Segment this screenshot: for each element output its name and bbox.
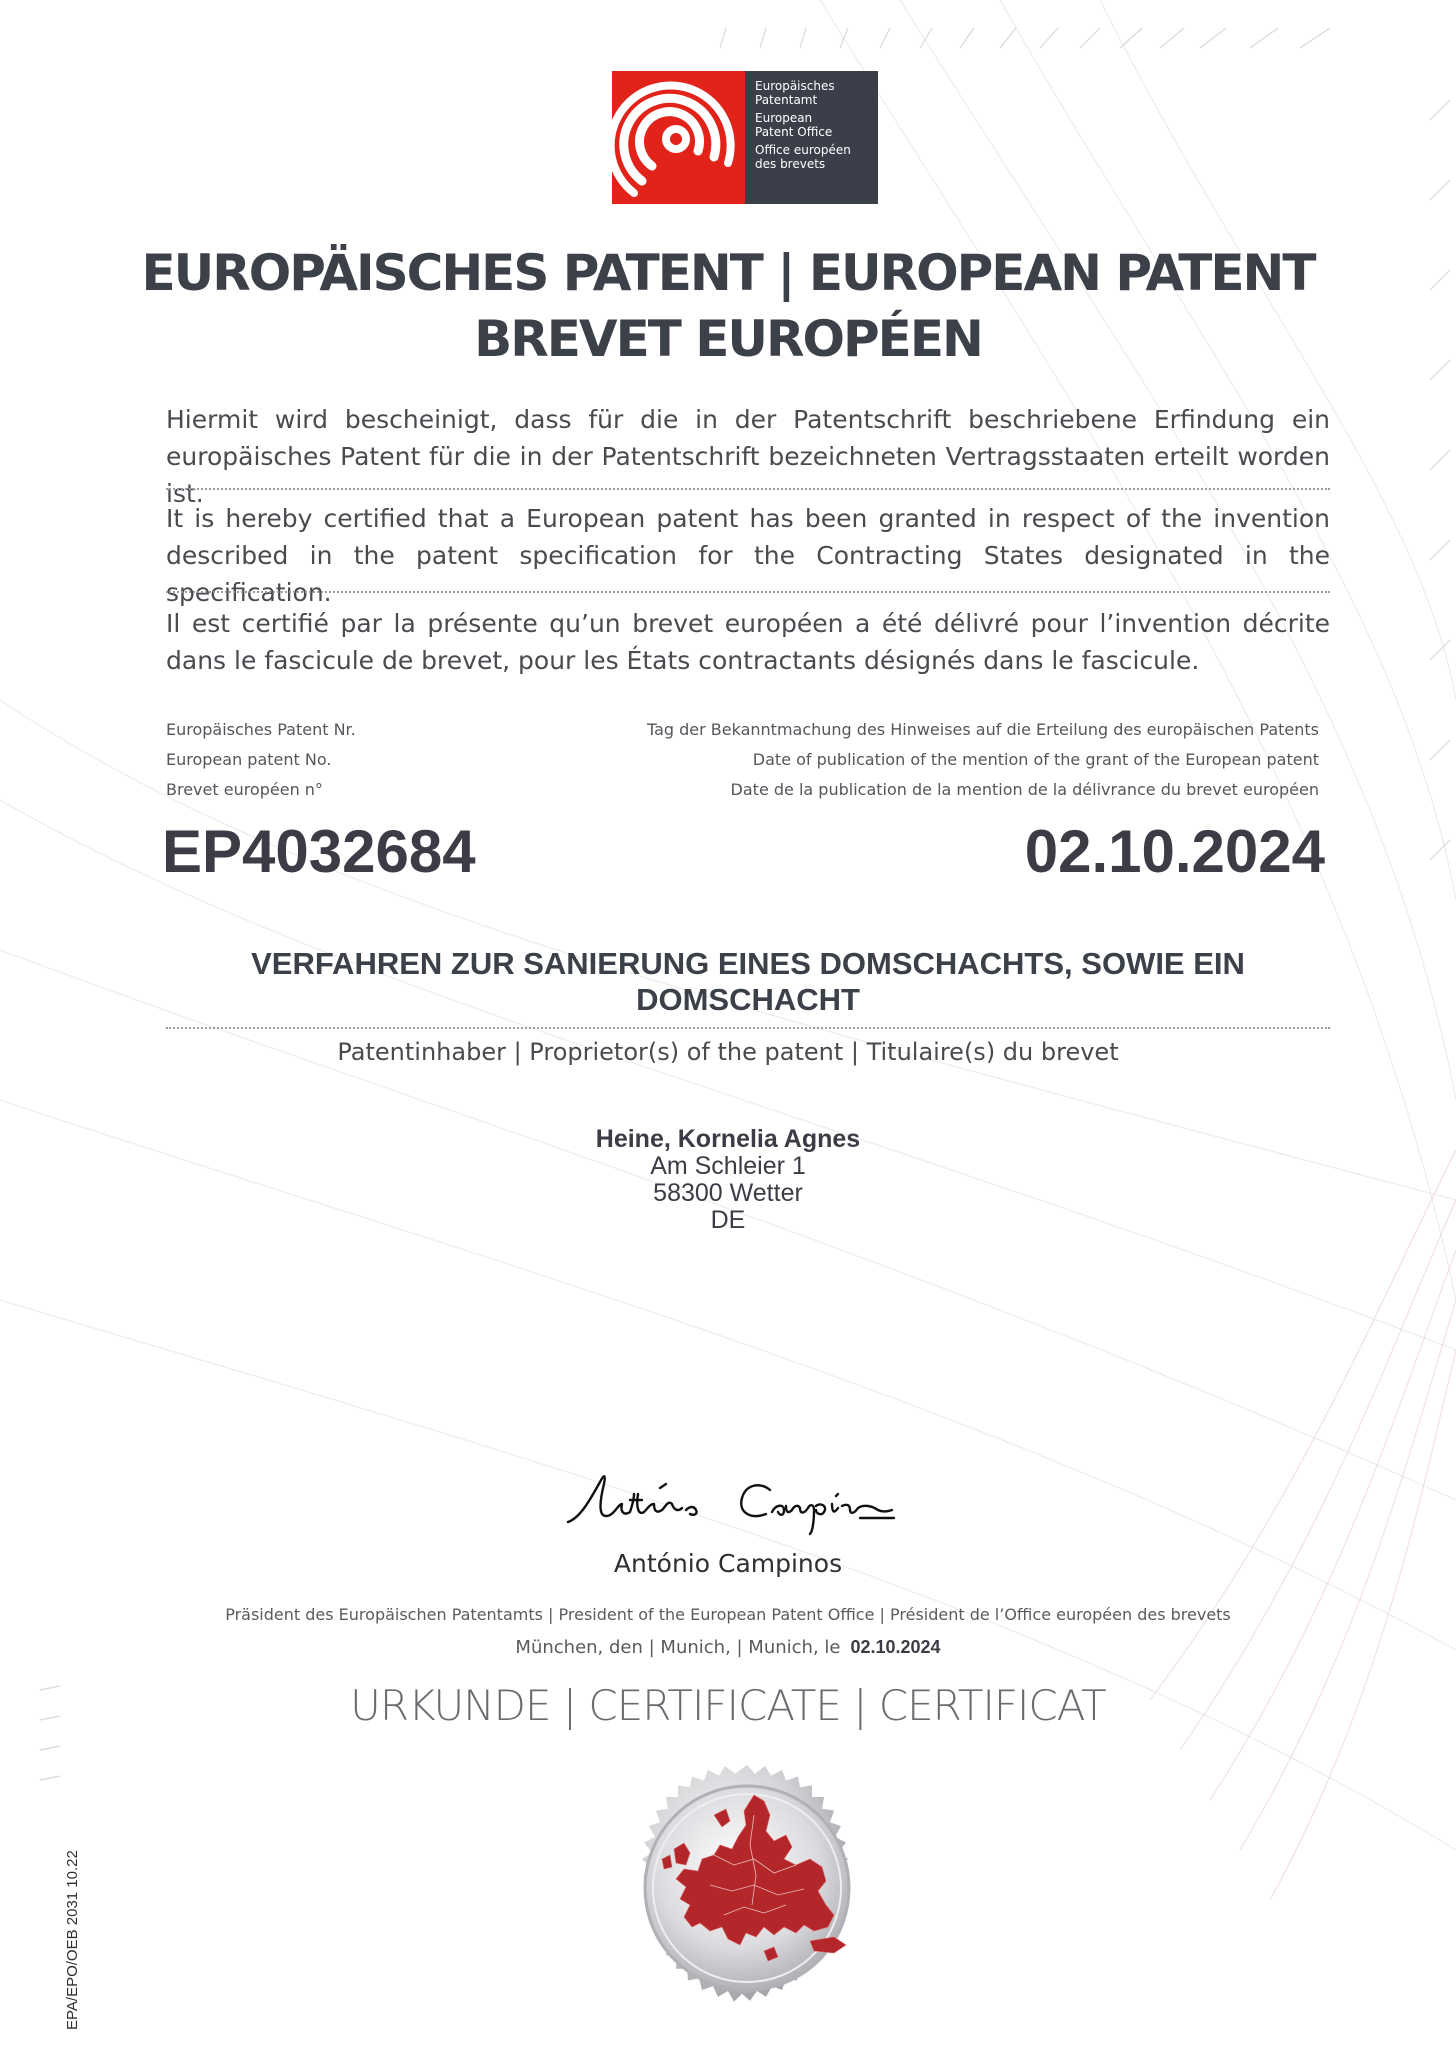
logo-de-line1: Europäisches (755, 79, 835, 93)
logo-en-line1: European (755, 111, 813, 125)
signatory-name: António Campinos (613, 1549, 843, 1578)
form-code: EPA/EPO/OEB 2031 10.22 (64, 1850, 81, 2030)
publication-date-label-de: Tag der Bekanntmachung des Hinweises auf die Erteilung des europäischen Patents (646, 720, 1319, 739)
publication-date-label-en: Date of publication of the mention of the grant of the European patent (752, 750, 1319, 769)
epo-logo-mark (612, 71, 745, 204)
handwritten-signature (560, 1460, 910, 1540)
signing-place: München, den | Munich, | Munich, le (515, 1637, 841, 1658)
logo-de-line2: Patentamt (755, 93, 818, 107)
logo-fr-line2: des brevets (755, 157, 826, 171)
proprietor-country: DE (710, 1206, 746, 1234)
dotted-divider (166, 591, 1330, 593)
patent-number-label-de: Europäisches Patent Nr. (166, 720, 356, 739)
signing-date: 02.10.2024 (850, 1637, 941, 1657)
statement-german: Hiermit wird bescheinigt, dass für die in der Patentschrift beschriebene Erfindung ein europäisches Patent für die in der Patentschrift bezeichneten Vertragsstaaten erteilt worden ist. (166, 405, 1330, 508)
proprietor-city: 58300 Wetter (653, 1179, 803, 1207)
document-title-line2: BREVET EUROPÉEN (474, 310, 982, 368)
proprietor-label: Patentinhaber | Proprietor(s) of the patent | Titulaire(s) du brevet (337, 1038, 1119, 1066)
epo-arcs-icon (612, 71, 745, 204)
patent-number: EP4032684 (162, 818, 476, 885)
logo-en-line2: Patent Office (755, 125, 833, 139)
dotted-divider (166, 488, 1330, 490)
proprietor-street: Am Schleier 1 (650, 1152, 806, 1180)
publication-date-label-fr: Date de la publication de la mention de la délivrance du brevet européen (730, 780, 1319, 799)
logo-fr-line1: Office européen (755, 143, 851, 157)
statement-english: It is hereby certified that a European patent has been granted in respect of the invention described in the patent specification for the Contracting States designated in the specification. (166, 504, 1330, 607)
certificate-label: URKUNDE | CERTIFICATE | CERTIFICAT (350, 1681, 1106, 1730)
signatory-role: Präsident des Europäischen Patentamts | President of the European Patent Office | Président de l’Office européen des brevets (225, 1605, 1231, 1624)
patent-number-label-fr: Brevet européen n° (166, 780, 323, 799)
europe-map-seal (614, 1755, 880, 2021)
patent-number-label-en: European patent No. (166, 750, 332, 769)
publication-date: 02.10.2024 (1024, 818, 1325, 885)
epo-logo-text (745, 71, 878, 204)
dotted-divider (166, 1027, 1330, 1029)
proprietor-name: Heine, Kornelia Agnes (595, 1125, 861, 1153)
place-and-date (0, 1637, 1456, 1658)
publication-date-labels (647, 715, 1319, 805)
invention-title-line2: DOMSCHACHT (636, 982, 860, 1017)
patent-number-labels (166, 715, 356, 805)
statement-french: Il est certifié par la présente qu’un brevet européen a été délivré pour l’invention décrite dans le fascicule de brevet, pour les États contractants désignés dans le fascicule. (166, 609, 1330, 675)
proprietor-address (0, 1126, 1456, 1234)
epo-logo (612, 71, 878, 204)
invention-title (166, 946, 1330, 1018)
document-title-line1: EUROPÄISCHES PATENT | EUROPEAN PATENT (141, 244, 1315, 302)
invention-title-line1: VERFAHREN ZUR SANIERUNG EINES DOMSCHACHTS, SOWIE EIN (251, 946, 1245, 981)
